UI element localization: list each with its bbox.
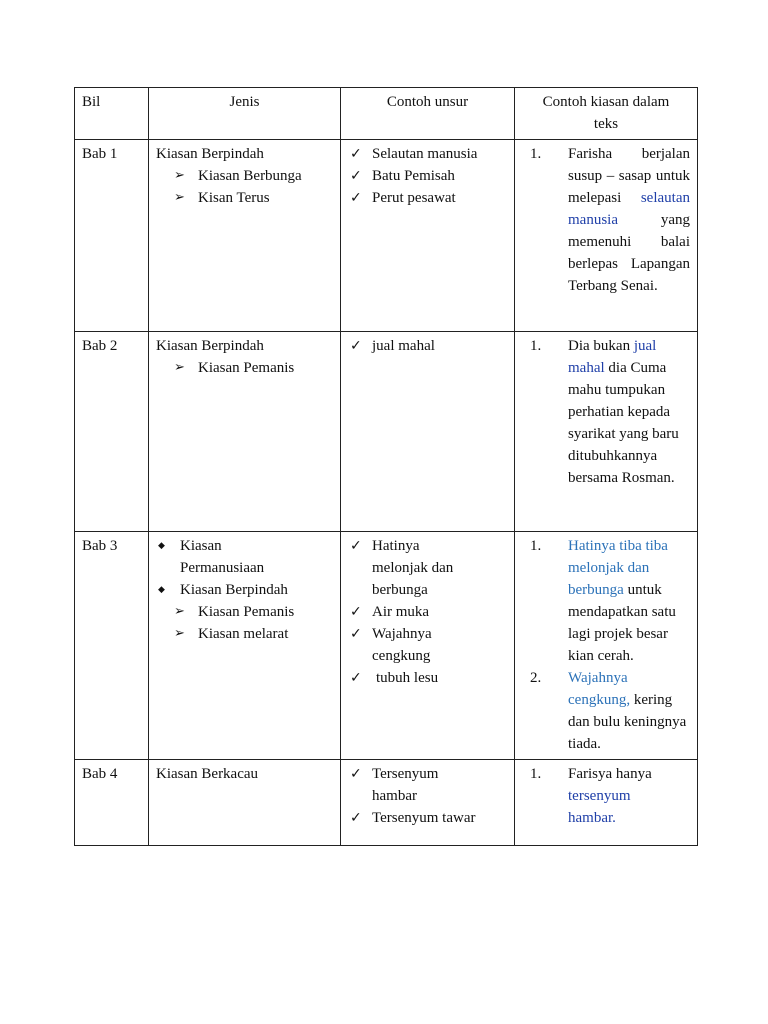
unsur-cell xyxy=(341,532,515,760)
text-post: kering dan bulu keningnya tiada. xyxy=(568,692,687,752)
list-item: ✓ Batu Pemisah xyxy=(348,165,507,187)
highlighted-phrase: Wajahnya cengkung, xyxy=(568,670,631,708)
item-number: 1. xyxy=(530,766,542,782)
kiasan-item xyxy=(522,143,690,297)
kiasan-item xyxy=(522,335,690,489)
list-item: ✓ Tersenyum tawar xyxy=(348,807,507,829)
table-row xyxy=(75,760,698,846)
list-item: ✓ Selautan manusia xyxy=(348,143,507,165)
text-post: yang memenuhi balai berlepas Lapangan Terbang Senai. xyxy=(568,212,690,294)
list-item: ➢ Kiasan melarat xyxy=(156,623,333,645)
highlighted-phrase: jual mahal xyxy=(568,338,657,376)
list-item: ✓ Air muka xyxy=(348,601,507,623)
unsur-list xyxy=(348,763,507,829)
header-jenis: Jenis xyxy=(149,88,341,140)
kiasan-item xyxy=(522,667,690,755)
bil-cell: Bab 3 xyxy=(75,532,149,760)
kiasan-cell xyxy=(515,332,698,532)
text-post: . xyxy=(612,810,616,826)
text-pre: Dia bukan xyxy=(568,338,631,354)
kiasan-cell xyxy=(515,760,698,846)
unsur-cell xyxy=(341,760,515,846)
jenis-cell: Kiasan Berkacau xyxy=(149,760,341,846)
text-pre: Farisha berjalan susup – sasap untuk melepasi xyxy=(568,146,690,206)
list-item: ✓ jual mahal xyxy=(348,335,507,357)
kiasan-cell xyxy=(515,140,698,332)
header-row xyxy=(75,88,698,140)
jenis-cell xyxy=(149,332,341,532)
highlighted-phrase: selautan manusia xyxy=(568,190,690,228)
highlighted-phrase: tersenyum hambar xyxy=(568,788,631,826)
bil-cell: Bab 4 xyxy=(75,760,149,846)
list-item: ✓ Tersenyum hambar xyxy=(348,763,507,807)
header-bil: Bil xyxy=(75,88,149,140)
kiasan-item xyxy=(522,763,690,829)
item-number: 2. xyxy=(530,670,542,686)
text-post: untuk mendapatkan satu lagi projek besar kian cerah. xyxy=(568,582,676,664)
jenis-main: Kiasan Berpindah xyxy=(156,146,264,162)
jenis-main-list xyxy=(156,535,333,601)
text-pre: Farisya hanya xyxy=(568,766,652,782)
list-item: ◆ Kiasan Permanusiaan xyxy=(156,535,333,579)
text-post: dia Cuma mahu tumpukan perhatian kepada syarikat yang baru ditubuhkannya bersama Rosman. xyxy=(568,360,679,486)
header-contoh-kiasan: Contoh kiasan dalam teks xyxy=(515,88,698,140)
jenis-main: Kiasan Berpindah xyxy=(156,338,264,354)
list-item: ◆ Kiasan Berpindah xyxy=(156,579,333,601)
list-item: ➢ Kisan Terus xyxy=(156,187,333,209)
jenis-sub-list xyxy=(156,601,333,645)
jenis-cell xyxy=(149,532,341,760)
item-number: 1. xyxy=(530,538,542,554)
jenis-sub-list xyxy=(156,357,333,379)
header-contoh-unsur: Contoh unsur xyxy=(341,88,515,140)
bil-cell: Bab 1 xyxy=(75,140,149,332)
item-number: 1. xyxy=(530,146,542,162)
item-number: 1. xyxy=(530,338,542,354)
bil-cell: Bab 2 xyxy=(75,332,149,532)
unsur-cell xyxy=(341,140,515,332)
unsur-cell xyxy=(341,332,515,532)
list-item: ➢ Kiasan Berbunga xyxy=(156,165,333,187)
jenis-cell xyxy=(149,140,341,332)
kiasan-table xyxy=(74,87,698,846)
unsur-list xyxy=(348,335,507,357)
list-item: ➢ Kiasan Pemanis xyxy=(156,601,333,623)
list-item: ✓ Hatinya melonjak dan berbunga xyxy=(348,535,507,601)
table-row xyxy=(75,532,698,760)
unsur-list xyxy=(348,143,507,209)
table-row xyxy=(75,332,698,532)
list-item: ✓ tubuh lesu xyxy=(348,667,507,689)
kiasan-item xyxy=(522,535,690,667)
highlighted-phrase: Hatinya tiba tiba melonjak dan berbunga xyxy=(568,538,668,598)
jenis-sub-list xyxy=(156,165,333,209)
unsur-list xyxy=(348,535,507,689)
list-item: ✓ Wajahnya cengkung xyxy=(348,623,507,667)
kiasan-cell xyxy=(515,532,698,760)
list-item: ✓ Perut pesawat xyxy=(348,187,507,209)
list-item: ➢ Kiasan Pemanis xyxy=(156,357,333,379)
table-row xyxy=(75,140,698,332)
